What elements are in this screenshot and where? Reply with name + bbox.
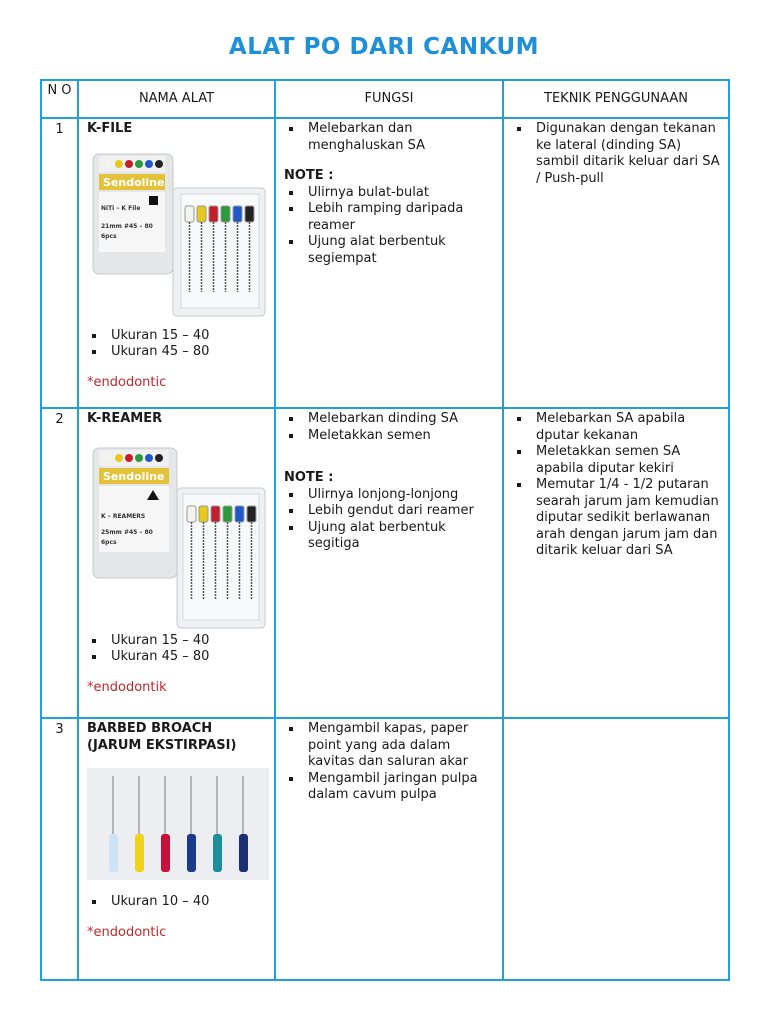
svg-text:NiTi – K File: NiTi – K File (101, 204, 141, 212)
fungsi-list (284, 721, 496, 804)
list-item: Mengambil kapas, paper point yang ada dalam kavitas dan saluran akar (284, 721, 496, 771)
row-number: 3 (41, 718, 78, 980)
fungsi-list (284, 411, 496, 444)
list-item: Mengambil jaringan pulpa dalam cavum pulpa (284, 771, 496, 804)
table-row (41, 718, 729, 980)
instrument-cell (78, 118, 275, 408)
list-item: Ulirnya lonjong-lonjong (284, 487, 496, 504)
header-no: N O (41, 80, 78, 118)
list-item: Ukuran 15 – 40 (87, 633, 266, 650)
header-name: NAMA ALAT (78, 80, 275, 118)
instrument-handle (209, 206, 218, 222)
fungsi-cell (275, 408, 503, 718)
list-item: Meletakkan semen (284, 428, 496, 445)
list-item: Lebih gendut dari reamer (284, 503, 496, 520)
size-list (87, 328, 266, 361)
list-item: Digunakan dengan tekanan ke lateral (dinding SA) sambil ditarik keluar dari SA / Push-pull (512, 121, 722, 187)
page-title: ALAT PO DARI CANKUM (228, 34, 540, 60)
teknik-cell (503, 718, 729, 980)
teknik-cell (503, 118, 729, 408)
instrument-handle (235, 506, 244, 522)
instrument-handle (187, 506, 196, 522)
svg-text:6pcs: 6pcs (101, 232, 117, 240)
k-file-product-image (87, 148, 269, 328)
box-brand: Sendoline (103, 175, 165, 189)
list-item: Memutar 1/4 - 1/2 putaran searah jarum jam kemudian diputar sedikit berlawanan arah dengan jarum jam dan ditarik keluar dari SA (512, 477, 722, 560)
instrument-handle (233, 206, 242, 222)
size-list (87, 894, 266, 911)
note-list (284, 487, 496, 553)
header-fungsi: FUNGSI (275, 80, 503, 118)
svg-text:K – REAMERS: K – REAMERS (101, 512, 146, 520)
list-item: Ujung alat berbentuk segiempat (284, 234, 496, 267)
list-item: Ukuran 15 – 40 (87, 328, 266, 345)
category-tag: *endodontik (87, 679, 167, 695)
broach-handle (239, 834, 248, 872)
table-row (41, 408, 729, 718)
svg-text:Sendoline: Sendoline (103, 469, 165, 483)
row-number: 1 (41, 118, 78, 408)
instrument-handle (211, 506, 220, 522)
teknik-list (512, 121, 722, 187)
list-item: Melebarkan dan menghaluskan SA (284, 121, 496, 154)
row-number: 2 (41, 408, 78, 718)
table-row (41, 118, 729, 408)
list-item: Melebarkan dinding SA (284, 411, 496, 428)
note-label: NOTE : (284, 470, 334, 485)
broach-handle (187, 834, 196, 872)
category-tag: *endodontic (87, 374, 167, 390)
k-reamer-product-image (87, 438, 269, 633)
list-item: Ujung alat berbentuk segitiga (284, 520, 496, 553)
table-header-row (41, 80, 729, 118)
fungsi-cell (275, 718, 503, 980)
instrument-handle (245, 206, 254, 222)
broach-handle (213, 834, 222, 872)
svg-text:25mm #45 – 80: 25mm #45 – 80 (101, 528, 153, 536)
teknik-cell (503, 408, 729, 718)
instrument-name: BARBED BROACH (JARUM EKSTIRPASI) (87, 721, 237, 753)
instrument-table (40, 79, 730, 981)
barbed-broach-image (87, 768, 269, 880)
instrument-name: K-FILE (87, 121, 133, 136)
broach-handle (135, 834, 144, 872)
note-label: NOTE : (284, 168, 334, 183)
list-item: Ukuran 10 – 40 (87, 894, 266, 911)
list-item: Meletakkan semen SA apabila diputar kekiri (512, 444, 722, 477)
list-item: Ukuran 45 – 80 (87, 649, 266, 666)
instrument-handle (223, 506, 232, 522)
list-item: Ukuran 45 – 80 (87, 344, 266, 361)
instrument-cell (78, 408, 275, 718)
instrument-cell (78, 718, 275, 980)
broach-handle (161, 834, 170, 872)
instrument-handle (197, 206, 206, 222)
instrument-handle (199, 506, 208, 522)
fungsi-cell (275, 118, 503, 408)
note-list (284, 185, 496, 268)
broach-handle (109, 834, 118, 872)
instrument-handle (221, 206, 230, 222)
category-tag: *endodontic (87, 924, 167, 940)
instrument-handle (185, 206, 194, 222)
header-teknik: TEKNIK PENGGUNAAN (503, 80, 729, 118)
fungsi-list (284, 121, 496, 154)
list-item: Melebarkan SA apabila dputar kekanan (512, 411, 722, 444)
list-item: Lebih ramping daripada reamer (284, 201, 496, 234)
instrument-name: K-REAMER (87, 411, 163, 426)
svg-text:6pcs: 6pcs (101, 538, 117, 546)
list-item: Ulirnya bulat-bulat (284, 185, 496, 202)
instrument-handle (247, 506, 256, 522)
svg-text:21mm #45 – 80: 21mm #45 – 80 (101, 222, 153, 230)
size-list (87, 633, 266, 666)
teknik-list (512, 411, 722, 560)
